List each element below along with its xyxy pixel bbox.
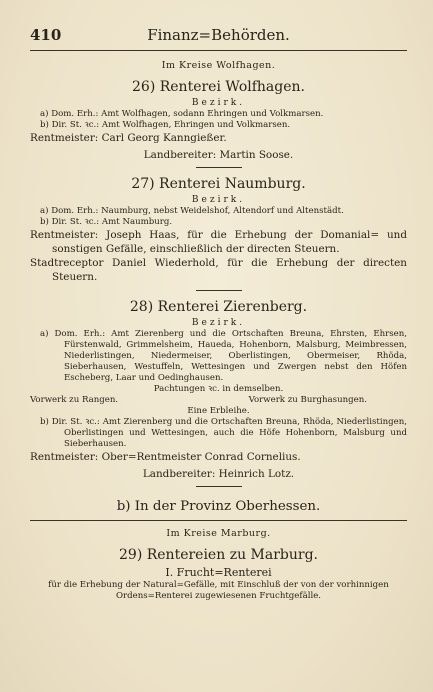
divider: [196, 167, 242, 168]
vorwerke-28: [30, 395, 407, 406]
bezirk-28: Bezirk.: [191, 318, 246, 328]
heading-27: 27) Renterei Naumburg.: [131, 176, 306, 192]
divider: [196, 290, 242, 291]
pachtungen-28: Pachtungen ꝛc. in demselben.: [153, 384, 284, 394]
section-oberhessen: b) In der Provinz Oberhessen.: [116, 499, 321, 514]
desc-29: für die Erhebung der Natural=Gefälle, mit Einschluß der von der vorhinnigen Ordens=Renterei zugewiesenen Fruchtgefälle.: [48, 580, 389, 601]
entry-28-a: a) Dom. Erh.: Amt Zierenberg und die Ortschaften Breuna, Ehrsten, Ehrsen, Fürstenwald, Grimmelsheim, Haueda, Hohenborn, Malsburg, Meimbressen, Niederlistingen, Niedermeiser, Oberlistingen, Obermeiser, Rhöda, Sieberhausen, Westuffeln, Wettesingen und Zwergen nebst den Höfen Escheberg, Laar und Oedinghausen.: [40, 329, 407, 383]
landbereiter-28: Landbereiter: Heinrich Lotz.: [142, 468, 295, 480]
erbleihe-28: Eine Erbleihe.: [187, 406, 250, 416]
section-rule: [30, 520, 407, 521]
page-body: [30, 60, 407, 602]
heading-28: 28) Renterei Zierenberg.: [129, 299, 308, 315]
header-rule: [30, 50, 407, 51]
landbereiter-26: Landbereiter: Martin Soose.: [143, 149, 294, 161]
divider: [196, 486, 242, 487]
district-marburg: Im Kreise Marburg.: [166, 528, 271, 539]
entry-27-b: b) Dir. St. ꝛc.: Amt Naumburg.: [40, 217, 173, 227]
bezirk-27: Bezirk.: [191, 195, 246, 205]
page-number: 410: [30, 26, 62, 44]
vorwerk-left: Vorwerk zu Rangen.: [30, 395, 119, 405]
entry-26-a: a) Dom. Erh.: Amt Wolfhagen, sodann Ehringen und Volkmarsen.: [40, 109, 324, 119]
page-header: [30, 26, 407, 46]
subheading-29: I. Frucht=Renterei: [165, 566, 272, 579]
running-title: Finanz=Behörden.: [147, 26, 290, 44]
entry-27-a: a) Dom. Erh.: Naumburg, nebst Weidelshof, Altendorf und Altenstädt.: [40, 206, 344, 216]
vorwerk-right: Vorwerk zu Burghasungen.: [248, 395, 367, 405]
entry-26-b: b) Dir. St. ꝛc.: Amt Wolfhagen, Ehringen und Volkmarsen.: [40, 120, 291, 130]
bezirk-26: Bezirk.: [191, 98, 246, 108]
district-wolfhagen: Im Kreise Wolfhagen.: [161, 60, 276, 71]
heading-26: 26) Renterei Wolfhagen.: [132, 79, 305, 95]
rentmeister-27: Rentmeister: Joseph Haas, für die Erhebung der Domanial= und sonstigen Gefälle, einschließlich der directen Steuern.: [30, 229, 407, 255]
stadtreceptor-27: Stadtreceptor Daniel Wiederhold, für die Erhebung der directen Steuern.: [30, 257, 407, 283]
entry-28-b: b) Dir. St. ꝛc.: Amt Zierenberg und die Ortschaften Breuna, Rhöda, Niederlistingen, Oberlistingen und Wettesingen, auch die Höfe Hohenborn, Malsburg und Sieberhausen.: [40, 417, 407, 449]
rentmeister-28: Rentmeister: Ober=Rentmeister Conrad Cornelius.: [30, 451, 301, 463]
rentmeister-26: Rentmeister: Carl Georg Kanngießer.: [30, 132, 227, 144]
heading-29: 29) Rentereien zu Marburg.: [119, 547, 318, 563]
